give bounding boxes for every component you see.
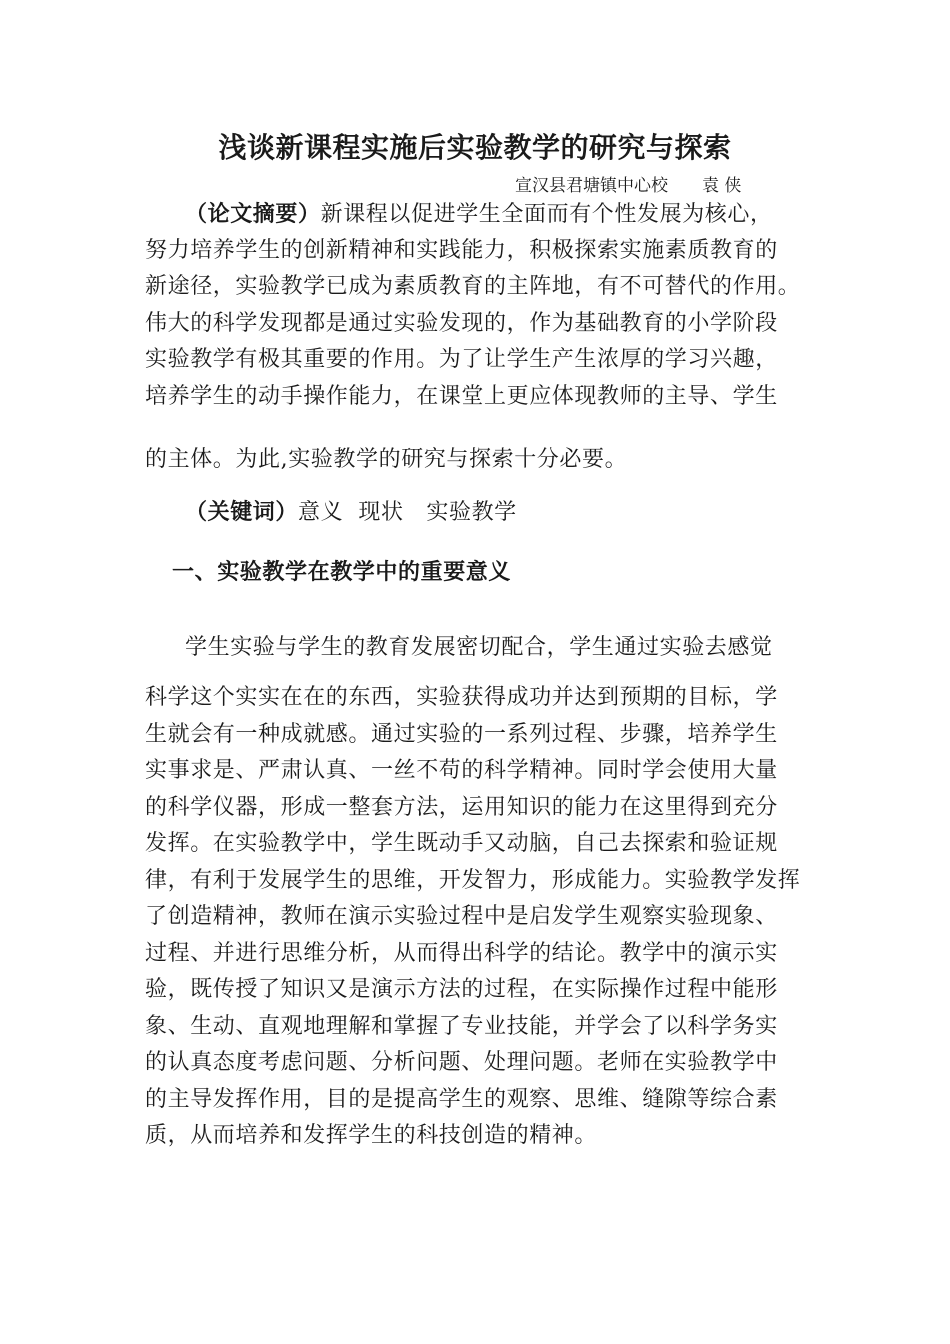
section-line: 质，从而培养和发挥学生的科技创造的精神。 — [145, 1123, 598, 1148]
section-heading: 一、实验教学在教学中的重要意义 — [172, 559, 512, 585]
section-line: 过程、并进行思维分析，从而得出科学的结论。教学中的演示实 — [145, 940, 778, 966]
abstract-line: 伟大的科学发现都是通过实验发现的，作为基础教育的小学阶段 — [145, 310, 778, 336]
abstract-line-text: 新课程以促进学生全面而有个性发展为核心， — [320, 202, 773, 227]
section-first-line: 学生实验与学生的教育发展密切配合，学生通过实验去感觉 — [185, 635, 773, 660]
section-line: 了创造精神，教师在演示实验过程中是启发学生观察实验现象、 — [145, 904, 778, 929]
keywords-text: 意义 现状 实验教学 — [298, 500, 517, 525]
abstract-line: 的主体。为此,实验教学的研究与探索十分必要。 — [145, 447, 628, 472]
abstract-label: （论文摘要） — [185, 201, 321, 227]
abstract-line: 新途径，实验教学已成为素质教育的主阵地，有不可替代的作用。 — [145, 274, 801, 299]
section-line: 的主导发挥作用，目的是提高学生的观察、思维、缝隙等综合素 — [145, 1086, 778, 1112]
abstract-line: 实验教学有极其重要的作用。为了让学生产生浓厚的学习兴趣， — [145, 347, 778, 372]
section-line: 发挥。在实验教学中，学生既动手又动脑，自己去探索和验证规 — [145, 831, 778, 856]
section-line: 生就会有一种成就感。通过实验的一系列过程、步骤，培养学生 — [145, 721, 778, 747]
abstract-last-line-block — [145, 442, 815, 479]
abstract-line — [145, 196, 815, 233]
section-line: 的认真态度考虑问题、分析问题、处理问题。老师在实验教学中 — [145, 1050, 778, 1075]
section-line: 验，既传授了知识又是演示方法的过程，在实际操作过程中能形 — [145, 977, 778, 1002]
abstract-line: 培养学生的动手操作能力，在课堂上更应体现教师的主导、学生 — [145, 383, 778, 409]
section-line: 的科学仪器，形成一整套方法，运用知识的能力在这里得到充分 — [145, 794, 778, 820]
abstract-paragraph — [145, 196, 815, 415]
section-line: 实事求是、严肃认真、一丝不苟的科学精神。同时学会使用大量 — [145, 758, 778, 783]
section-line: 象、生动、直观地理解和掌握了专业技能，并学会了以科学务实 — [145, 1013, 778, 1039]
paper-title: 浅谈新课程实施后实验教学的研究与探索 — [218, 131, 732, 164]
section-line: 律，有利于发展学生的思维，开发智力，形成能力。实验教学发挥 — [145, 867, 801, 893]
author-affiliation: 宣汉县君塘镇中心校 袁 侠 — [515, 176, 742, 196]
abstract-line: 努力培养学生的创新精神和实践能力，积极探索实施素质教育的 — [145, 237, 778, 263]
section-paragraph — [145, 680, 815, 1155]
section-line: 科学这个实实在在的东西，实验获得成功并达到预期的目标，学 — [145, 685, 778, 710]
keywords-label: （关键词） — [185, 499, 299, 525]
keywords-line — [185, 494, 517, 531]
